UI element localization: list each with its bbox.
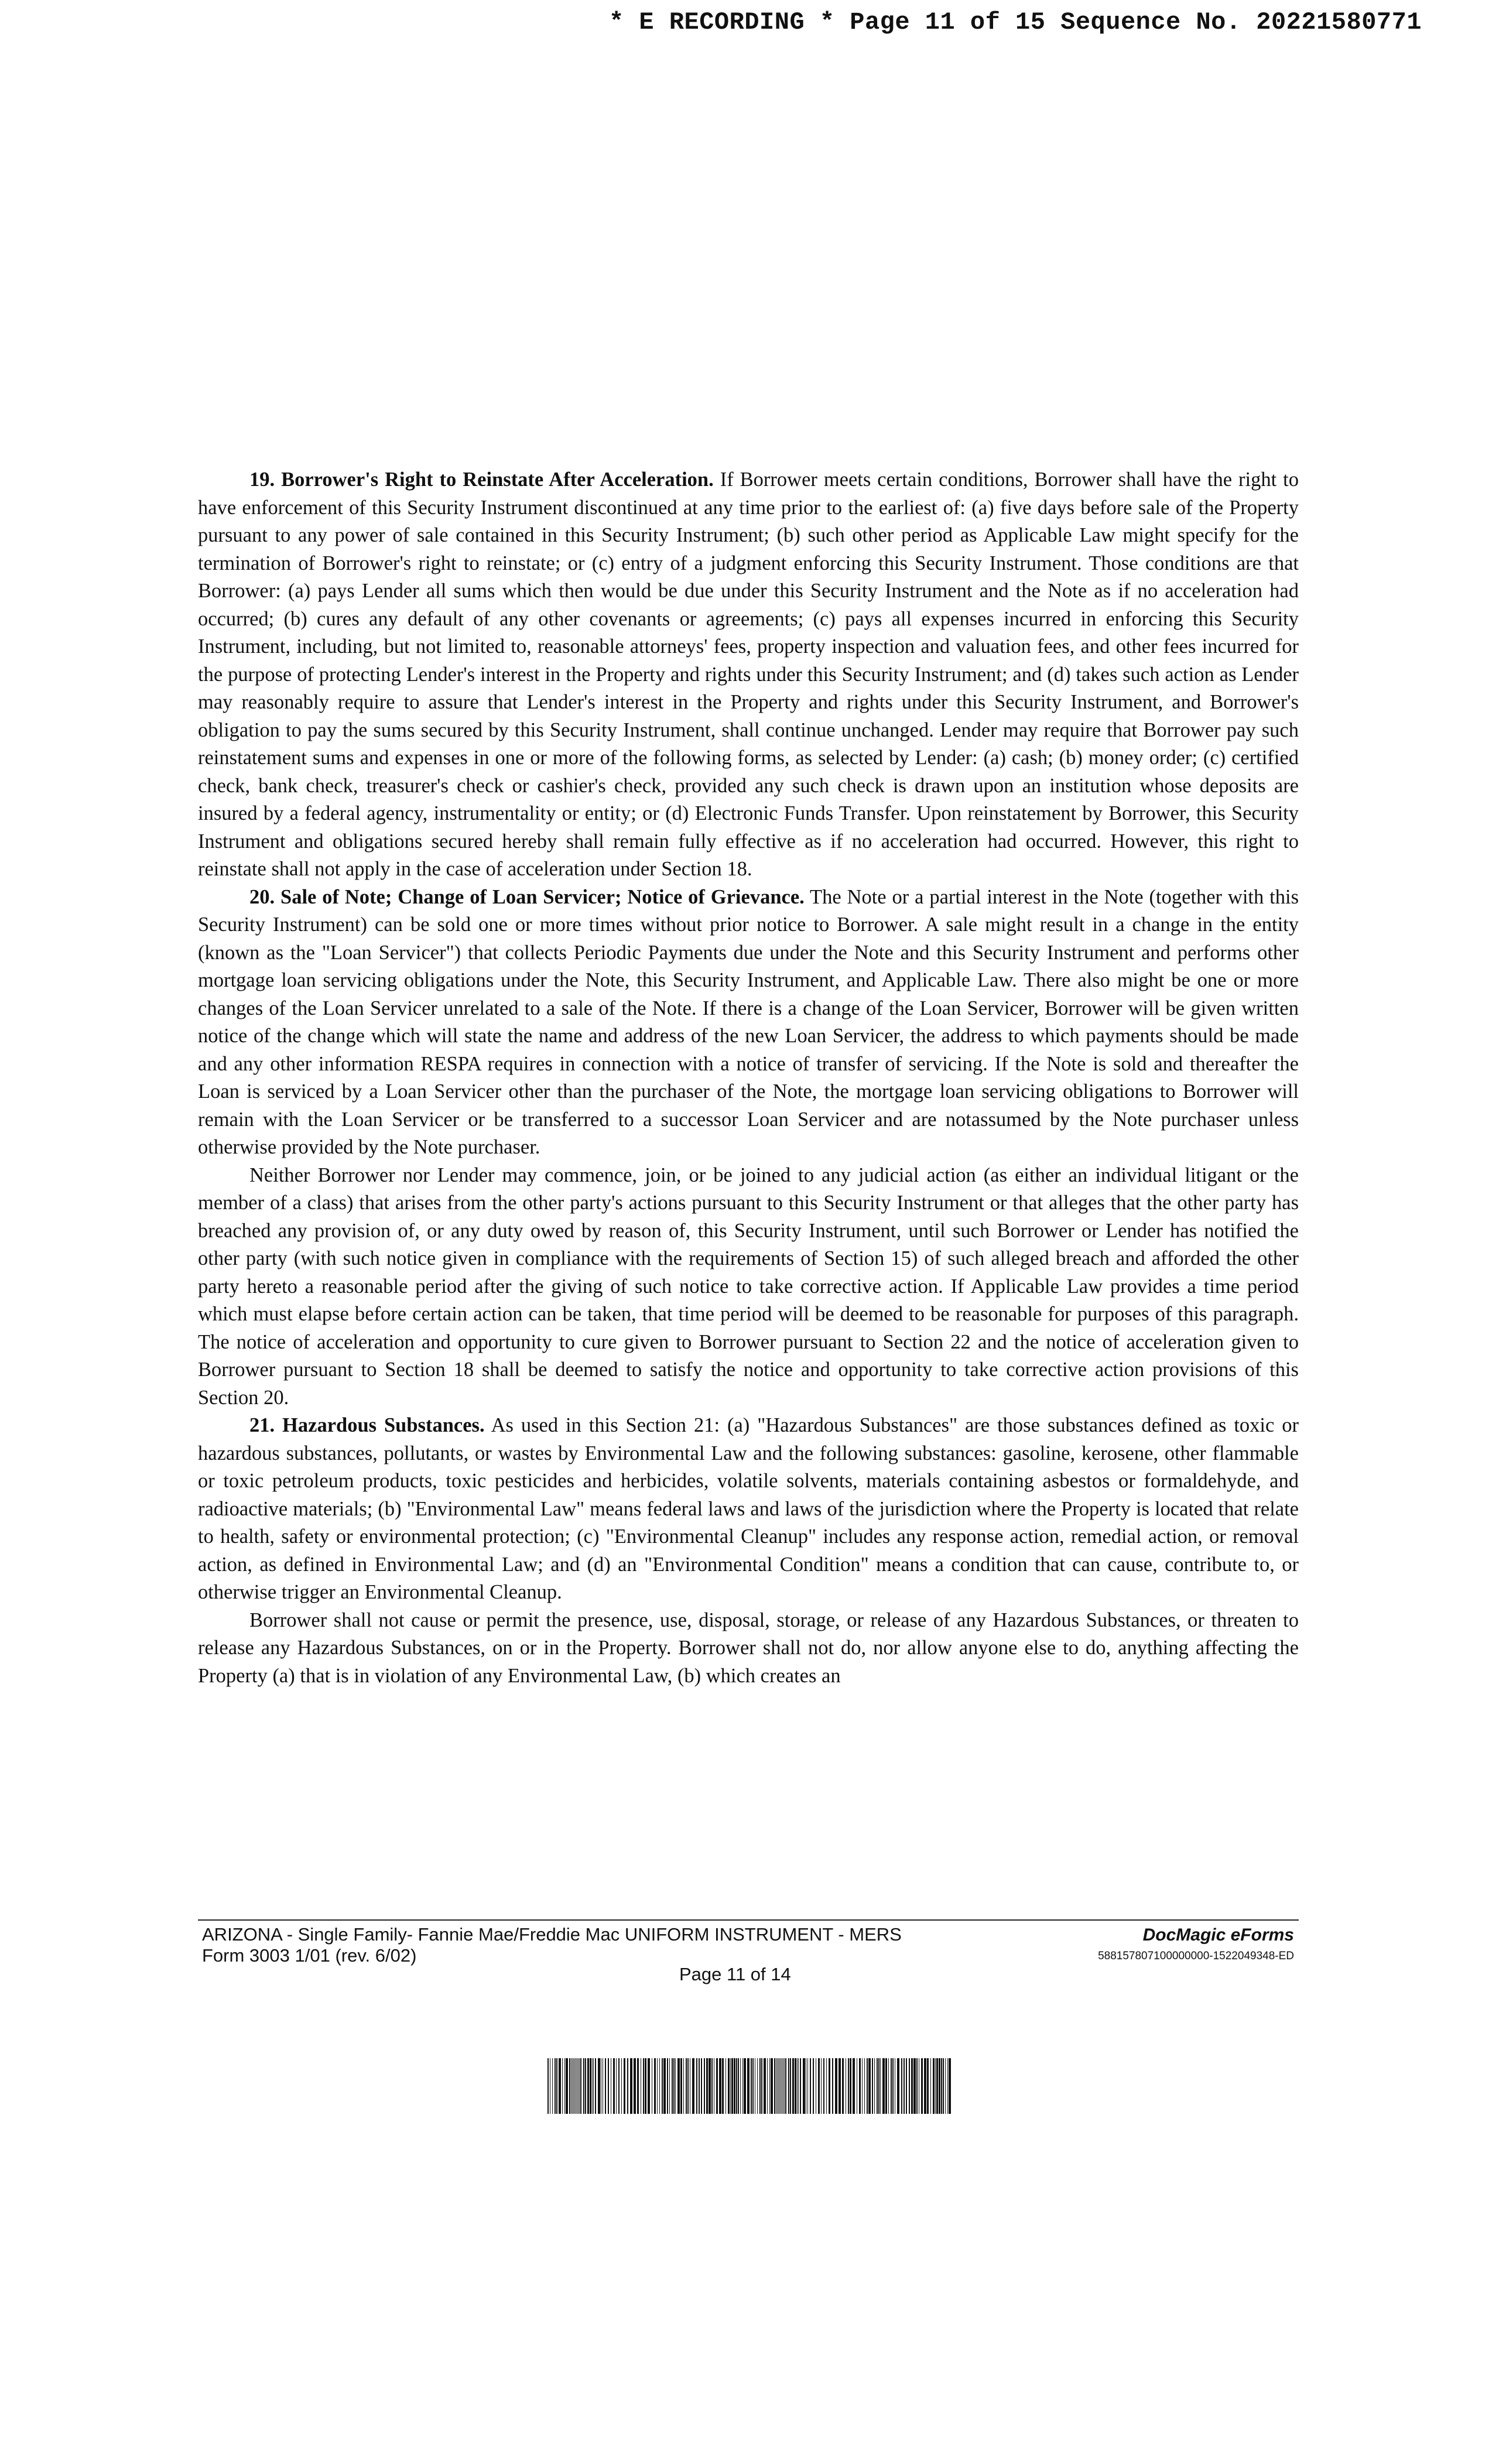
barcode-bar bbox=[587, 2058, 589, 2114]
barcode-bar bbox=[547, 2058, 549, 2114]
barcode-bar bbox=[941, 2058, 942, 2114]
barcode-bar bbox=[877, 2058, 878, 2114]
recording-header: * E RECORDING * Page 11 of 15 Sequence No. 20221580771 bbox=[609, 8, 1422, 36]
barcode-bar bbox=[711, 2058, 713, 2114]
barcode-bar bbox=[605, 2058, 606, 2114]
barcode-bar bbox=[731, 2058, 733, 2114]
barcode-bar bbox=[788, 2058, 789, 2114]
barcode-bar bbox=[853, 2058, 855, 2114]
barcode-bar bbox=[880, 2058, 881, 2114]
barcode-bar bbox=[621, 2058, 622, 2114]
section-19-heading: 19. Borrower's Right to Reinstate After Acceleration. bbox=[249, 468, 714, 491]
barcode-bar bbox=[709, 2058, 711, 2114]
barcode-bar bbox=[839, 2058, 841, 2114]
barcode-bar bbox=[677, 2058, 680, 2114]
section-20-text: The Note or a partial interest in the Note (together with this Security Instrument) can be sold one or more times without prior notice to Borrower. A sale might result in a change in the entity (known as the "Loan Servicer") that collects Periodic Payments due under the Note and this Security Instrument and performs other mortgage loan servicing obligations under the Note, this Security Instrument, and Applicable Law. There also might be one or more changes of the Loan Servicer unrelated to a sale of the Note. If there is a change of the Loan Servicer, Borrower will be given written notice of the change which will state the name and address of the new Loan Servicer, the address to which payments should be made and any other information RESPA requires in connection with a notice of transfer of servicing. If the Note is sold and thereafter the Loan is serviced by a Loan Servicer other than the purchaser of the Note, the mortgage loan servicing obligations to Borrower will remain with the Loan Servicer or be transferred to a successor Loan Servicer and are notassumed by the Note purchaser unless otherwise provided by the Note purchaser. bbox=[198, 885, 1299, 1158]
barcode-bar bbox=[580, 2058, 581, 2114]
footer-document-code: 588157807100000000-1522049348-ED bbox=[1098, 1950, 1294, 1962]
barcode-bar bbox=[583, 2058, 584, 2114]
barcode-bar bbox=[862, 2058, 863, 2114]
barcode-bar bbox=[759, 2058, 761, 2114]
barcode-bar bbox=[943, 2058, 944, 2114]
barcode-bar bbox=[903, 2058, 905, 2114]
barcode-bar bbox=[868, 2058, 871, 2114]
barcode-bar bbox=[949, 2058, 951, 2114]
barcode-bar bbox=[725, 2058, 726, 2114]
barcode-bar bbox=[637, 2058, 639, 2114]
barcode-bar bbox=[784, 2058, 785, 2114]
barcode-bar bbox=[608, 2058, 609, 2114]
barcode-bar bbox=[921, 2058, 923, 2114]
barcode-bar bbox=[562, 2058, 563, 2114]
barcode-bar bbox=[673, 2058, 675, 2114]
barcode-bar bbox=[624, 2058, 625, 2114]
barcode-bar bbox=[675, 2058, 676, 2114]
barcode-bar bbox=[592, 2058, 593, 2114]
barcode-bar bbox=[704, 2058, 705, 2114]
barcode-bar bbox=[771, 2058, 773, 2114]
barcode-bar bbox=[800, 2058, 801, 2114]
barcode-bar bbox=[906, 2058, 907, 2114]
barcode-bar bbox=[630, 2058, 632, 2114]
barcode-bar bbox=[734, 2058, 735, 2114]
footer-page-number: Page 11 of 14 bbox=[679, 1964, 791, 1984]
section-20 bbox=[198, 884, 1299, 1162]
barcode-bar bbox=[767, 2058, 768, 2114]
barcode-bar bbox=[936, 2058, 938, 2114]
section-21-paragraph-2: Borrower shall not cause or permit the presence, use, disposal, storage, or release of any Hazardous Substances, or threaten to release any Hazardous Substances, on or in the Property. Borrower shall not do, nor allow anyone else to do, anything affecting the Property (a) that is in violation of any Environmental Law, (b) which creates an bbox=[198, 1609, 1299, 1687]
barcode-bar bbox=[744, 2058, 746, 2114]
barcode-bar bbox=[832, 2058, 833, 2114]
barcode-bar bbox=[578, 2058, 579, 2114]
barcode-bar bbox=[662, 2058, 663, 2114]
barcode-bar bbox=[692, 2058, 694, 2114]
barcode-bar bbox=[795, 2058, 796, 2114]
barcode-bar bbox=[590, 2058, 591, 2114]
barcode-bar bbox=[764, 2058, 766, 2114]
barcode-bar bbox=[813, 2058, 814, 2114]
barcode-bar bbox=[659, 2058, 660, 2114]
barcode-bar bbox=[878, 2058, 879, 2114]
barcode-bar bbox=[901, 2058, 902, 2114]
barcode-bar bbox=[706, 2058, 708, 2114]
barcode-bar bbox=[648, 2058, 650, 2114]
barcode-bar bbox=[864, 2058, 865, 2114]
section-21 bbox=[198, 1412, 1299, 1607]
barcode-bar bbox=[810, 2058, 811, 2114]
barcode-bar bbox=[885, 2058, 887, 2114]
barcode-bar bbox=[574, 2058, 575, 2114]
barcode-bar bbox=[564, 2058, 565, 2114]
barcode-bar bbox=[924, 2058, 926, 2114]
section-20-heading: 20. Sale of Note; Change of Loan Servicer; Notice of Grievance. bbox=[249, 885, 805, 908]
section-20-paragraph-2: Neither Borrower nor Lender may commence, join, or be joined to any judicial action (as either an individual litigant or the member of a class) that arises from the other party's actions pursuant to this Security Instrument or that alleges that the other party has breached any provision of, or any duty owed by reason of, this Security Instrument, until such Borrower or Lender has notified the other party (with such notice given in compliance with the requirements of Section 15) of such alleged breach and afforded the other party hereto a reasonable period after the giving of such notice to take corrective action. If Applicable Law provides a time period which must elapse before certain action can be taken, that time period will be deemed to be reasonable for purposes of this paragraph. The notice of acceleration and opportunity to cure given to Borrower pursuant to Section 22 and the notice of acceleration given to Borrower pursuant to Section 18 shall be deemed to satisfy the notice and opportunity to take corrective action provisions of this Section 20. bbox=[198, 1163, 1299, 1409]
section-21-text: As used in this Section 21: (a) "Hazardous Substances" are those substances defined as toxic or hazardous substances, pollutants, or wastes by Environmental Law and the following substances: gasoline, kerosene, other flammable or toxic petroleum products, toxic pesticides and herbicides, volatile solvents, materials containing asbestos or formaldehyde, and radioactive materials; (b) "Environmental Law" means federal laws and laws of the jurisdiction where the Property is located that relate to health, safety or environmental protection; (c) "Environmental Cleanup" includes any response action, remedial action, or removal action, as defined in Environmental Law; and (d) an "Environmental Condition" means a condition that can cause, contribute to, or otherwise trigger an Environmental Cleanup. bbox=[198, 1414, 1299, 1603]
barcode-bar bbox=[888, 2058, 889, 2114]
footer-form-line1: ARIZONA - Single Family- Fannie Mae/Freddie Mac UNIFORM INSTRUMENT - MERS bbox=[202, 1924, 902, 1945]
barcode-bar bbox=[807, 2058, 808, 2114]
barcode-bar bbox=[699, 2058, 700, 2114]
barcode-bar bbox=[935, 2058, 936, 2114]
barcode-bar bbox=[823, 2058, 824, 2114]
barcode-bar bbox=[585, 2058, 586, 2114]
section-19 bbox=[198, 466, 1299, 884]
barcode-bar bbox=[874, 2058, 875, 2114]
barcode-bar bbox=[572, 2058, 573, 2114]
barcode-bar bbox=[736, 2058, 737, 2114]
barcode-bar bbox=[618, 2058, 620, 2114]
barcode-bar bbox=[859, 2058, 861, 2114]
barcode-bar bbox=[593, 2058, 594, 2114]
barcode-bar bbox=[947, 2058, 948, 2114]
barcode-bar bbox=[939, 2058, 940, 2114]
barcode-bar bbox=[555, 2058, 556, 2114]
barcode-bar bbox=[913, 2058, 916, 2114]
barcode-bar bbox=[559, 2058, 561, 2114]
barcode-bar bbox=[826, 2058, 827, 2114]
barcode-bar bbox=[927, 2058, 929, 2114]
barcode-bar bbox=[740, 2058, 741, 2114]
barcode-bar bbox=[730, 2058, 731, 2114]
barcode-bar bbox=[779, 2058, 780, 2114]
barcode-bar bbox=[569, 2058, 570, 2114]
barcode-bar bbox=[821, 2058, 822, 2114]
docmagic-logo: DocMagic eForms bbox=[1142, 1925, 1294, 1945]
barcode-bar bbox=[643, 2058, 644, 2114]
barcode-bar bbox=[891, 2058, 892, 2114]
barcode-bar bbox=[728, 2058, 730, 2114]
section-21-heading: 21. Hazardous Substances. bbox=[249, 1414, 485, 1436]
barcode-bar bbox=[835, 2058, 837, 2114]
barcode-bar bbox=[872, 2058, 873, 2114]
barcode-bar bbox=[669, 2058, 670, 2114]
barcode-bar bbox=[803, 2058, 805, 2114]
barcode-bar bbox=[792, 2058, 794, 2114]
barcode-bar bbox=[672, 2058, 673, 2114]
barcode-bar bbox=[616, 2058, 617, 2114]
barcode-bar bbox=[663, 2058, 666, 2114]
barcode-bar bbox=[842, 2058, 844, 2114]
barcode-bar bbox=[916, 2058, 918, 2114]
barcode-bar bbox=[945, 2058, 946, 2114]
barcode-bar bbox=[738, 2058, 739, 2114]
barcode-bar bbox=[777, 2058, 778, 2114]
barcode-bar bbox=[701, 2058, 702, 2114]
barcode-bar bbox=[595, 2058, 596, 2114]
barcode-bar bbox=[687, 2058, 689, 2114]
barcode-bar bbox=[719, 2058, 721, 2114]
barcode-bar bbox=[785, 2058, 786, 2114]
barcode bbox=[547, 2058, 952, 2114]
document-body bbox=[198, 466, 1299, 1690]
barcode-bar bbox=[892, 2058, 894, 2114]
barcode-bar bbox=[747, 2058, 750, 2114]
barcode-bar bbox=[848, 2058, 849, 2114]
barcode-bar bbox=[774, 2058, 775, 2114]
barcode-bar bbox=[634, 2058, 636, 2114]
barcode-bar bbox=[829, 2058, 830, 2114]
barcode-bar bbox=[797, 2058, 798, 2114]
barcode-bar bbox=[752, 2058, 754, 2114]
barcode-bar bbox=[769, 2058, 770, 2114]
barcode-bar bbox=[667, 2058, 668, 2114]
barcode-bar bbox=[598, 2058, 600, 2114]
footer-form-line2: Form 3003 1/01 (rev. 6/02) bbox=[202, 1945, 417, 1966]
barcode-bar bbox=[867, 2058, 868, 2114]
barcode-bar bbox=[573, 2058, 574, 2114]
barcode-bar bbox=[645, 2058, 646, 2114]
barcode-bar bbox=[556, 2058, 557, 2114]
barcode-bar bbox=[798, 2058, 799, 2114]
barcode-bar bbox=[911, 2058, 913, 2114]
barcode-bar bbox=[722, 2058, 724, 2114]
barcode-bar bbox=[654, 2058, 656, 2114]
barcode-bar bbox=[761, 2058, 762, 2114]
barcode-bar bbox=[818, 2058, 820, 2114]
footer-form-info bbox=[202, 1924, 1022, 1966]
barcode-bar bbox=[909, 2058, 910, 2114]
barcode-bar bbox=[742, 2058, 743, 2114]
barcode-bar bbox=[680, 2058, 682, 2114]
barcode-bar bbox=[716, 2058, 718, 2114]
section-19-text: If Borrower meets certain conditions, Borrower shall have the right to have enforcement of this Security Instrument discontinued at any time prior to the earliest of: (a) five days before sale of the Property pursuant to any power of sale contained in this Security Instrument; (b) such other period as Applicable Law might specify for the termination of Borrower's right to reinstate; or (c) entry of a judgment enforcing this Security Instrument. Those conditions are that Borrower: (a) pays Lender all sums which then would be due under this Security Instrument and the Note as if no acceleration had occurred; (b) cures any default of any other covenants or agreements; (c) pays all expenses incurred in enforcing this Security Instrument, including, but not limited to, reasonable attorneys' fees, property inspection and valuation fees, and other fees incurred for the purpose of protecting Lender's interest in the Property and rights under this Security Instrument; and (d) takes such action as Lender may reasonably require to assure that Lender's interest in the Property and rights under this Security Instrument, and Borrower's obligation to pay the sums secured by this Security Instrument, shall continue unchanged. Lender may require that Borrower pay such reinstatement sums and expenses in one or more of the following forms, as selected by Lender: (a) cash; (b) money order; (c) certified check, bank check, treasurer's check or cashier's check, provided any such check is drawn upon an institution whose deposits are insured by a federal agency, instrumentality or entity; or (d) Electronic Funds Transfer. Upon reinstatement by Borrower, this Security Instrument and obligations secured hereby shall remain fully effective as if no acceleration had occurred. However, this right to reinstate shall not apply in the case of acceleration under Section 18. bbox=[198, 468, 1299, 880]
barcode-bar bbox=[897, 2058, 899, 2114]
barcode-bar bbox=[930, 2058, 931, 2114]
barcode-bar bbox=[850, 2058, 851, 2114]
barcode-bar bbox=[613, 2058, 615, 2114]
barcode-bar bbox=[882, 2058, 885, 2114]
barcode-bar bbox=[751, 2058, 752, 2114]
barcode-bar bbox=[933, 2058, 935, 2114]
barcode-bar bbox=[627, 2058, 628, 2114]
barcode-bar bbox=[778, 2058, 779, 2114]
barcode-bar bbox=[696, 2058, 697, 2114]
barcode-bar bbox=[579, 2058, 580, 2114]
barcode-bar bbox=[552, 2058, 553, 2114]
barcode-bar bbox=[757, 2058, 758, 2114]
footer-divider bbox=[198, 1919, 1299, 1921]
barcode-bar bbox=[566, 2058, 568, 2114]
barcode-bar bbox=[686, 2058, 687, 2114]
barcode-bar bbox=[657, 2058, 658, 2114]
barcode-bar bbox=[683, 2058, 684, 2114]
barcode-bar bbox=[790, 2058, 791, 2114]
